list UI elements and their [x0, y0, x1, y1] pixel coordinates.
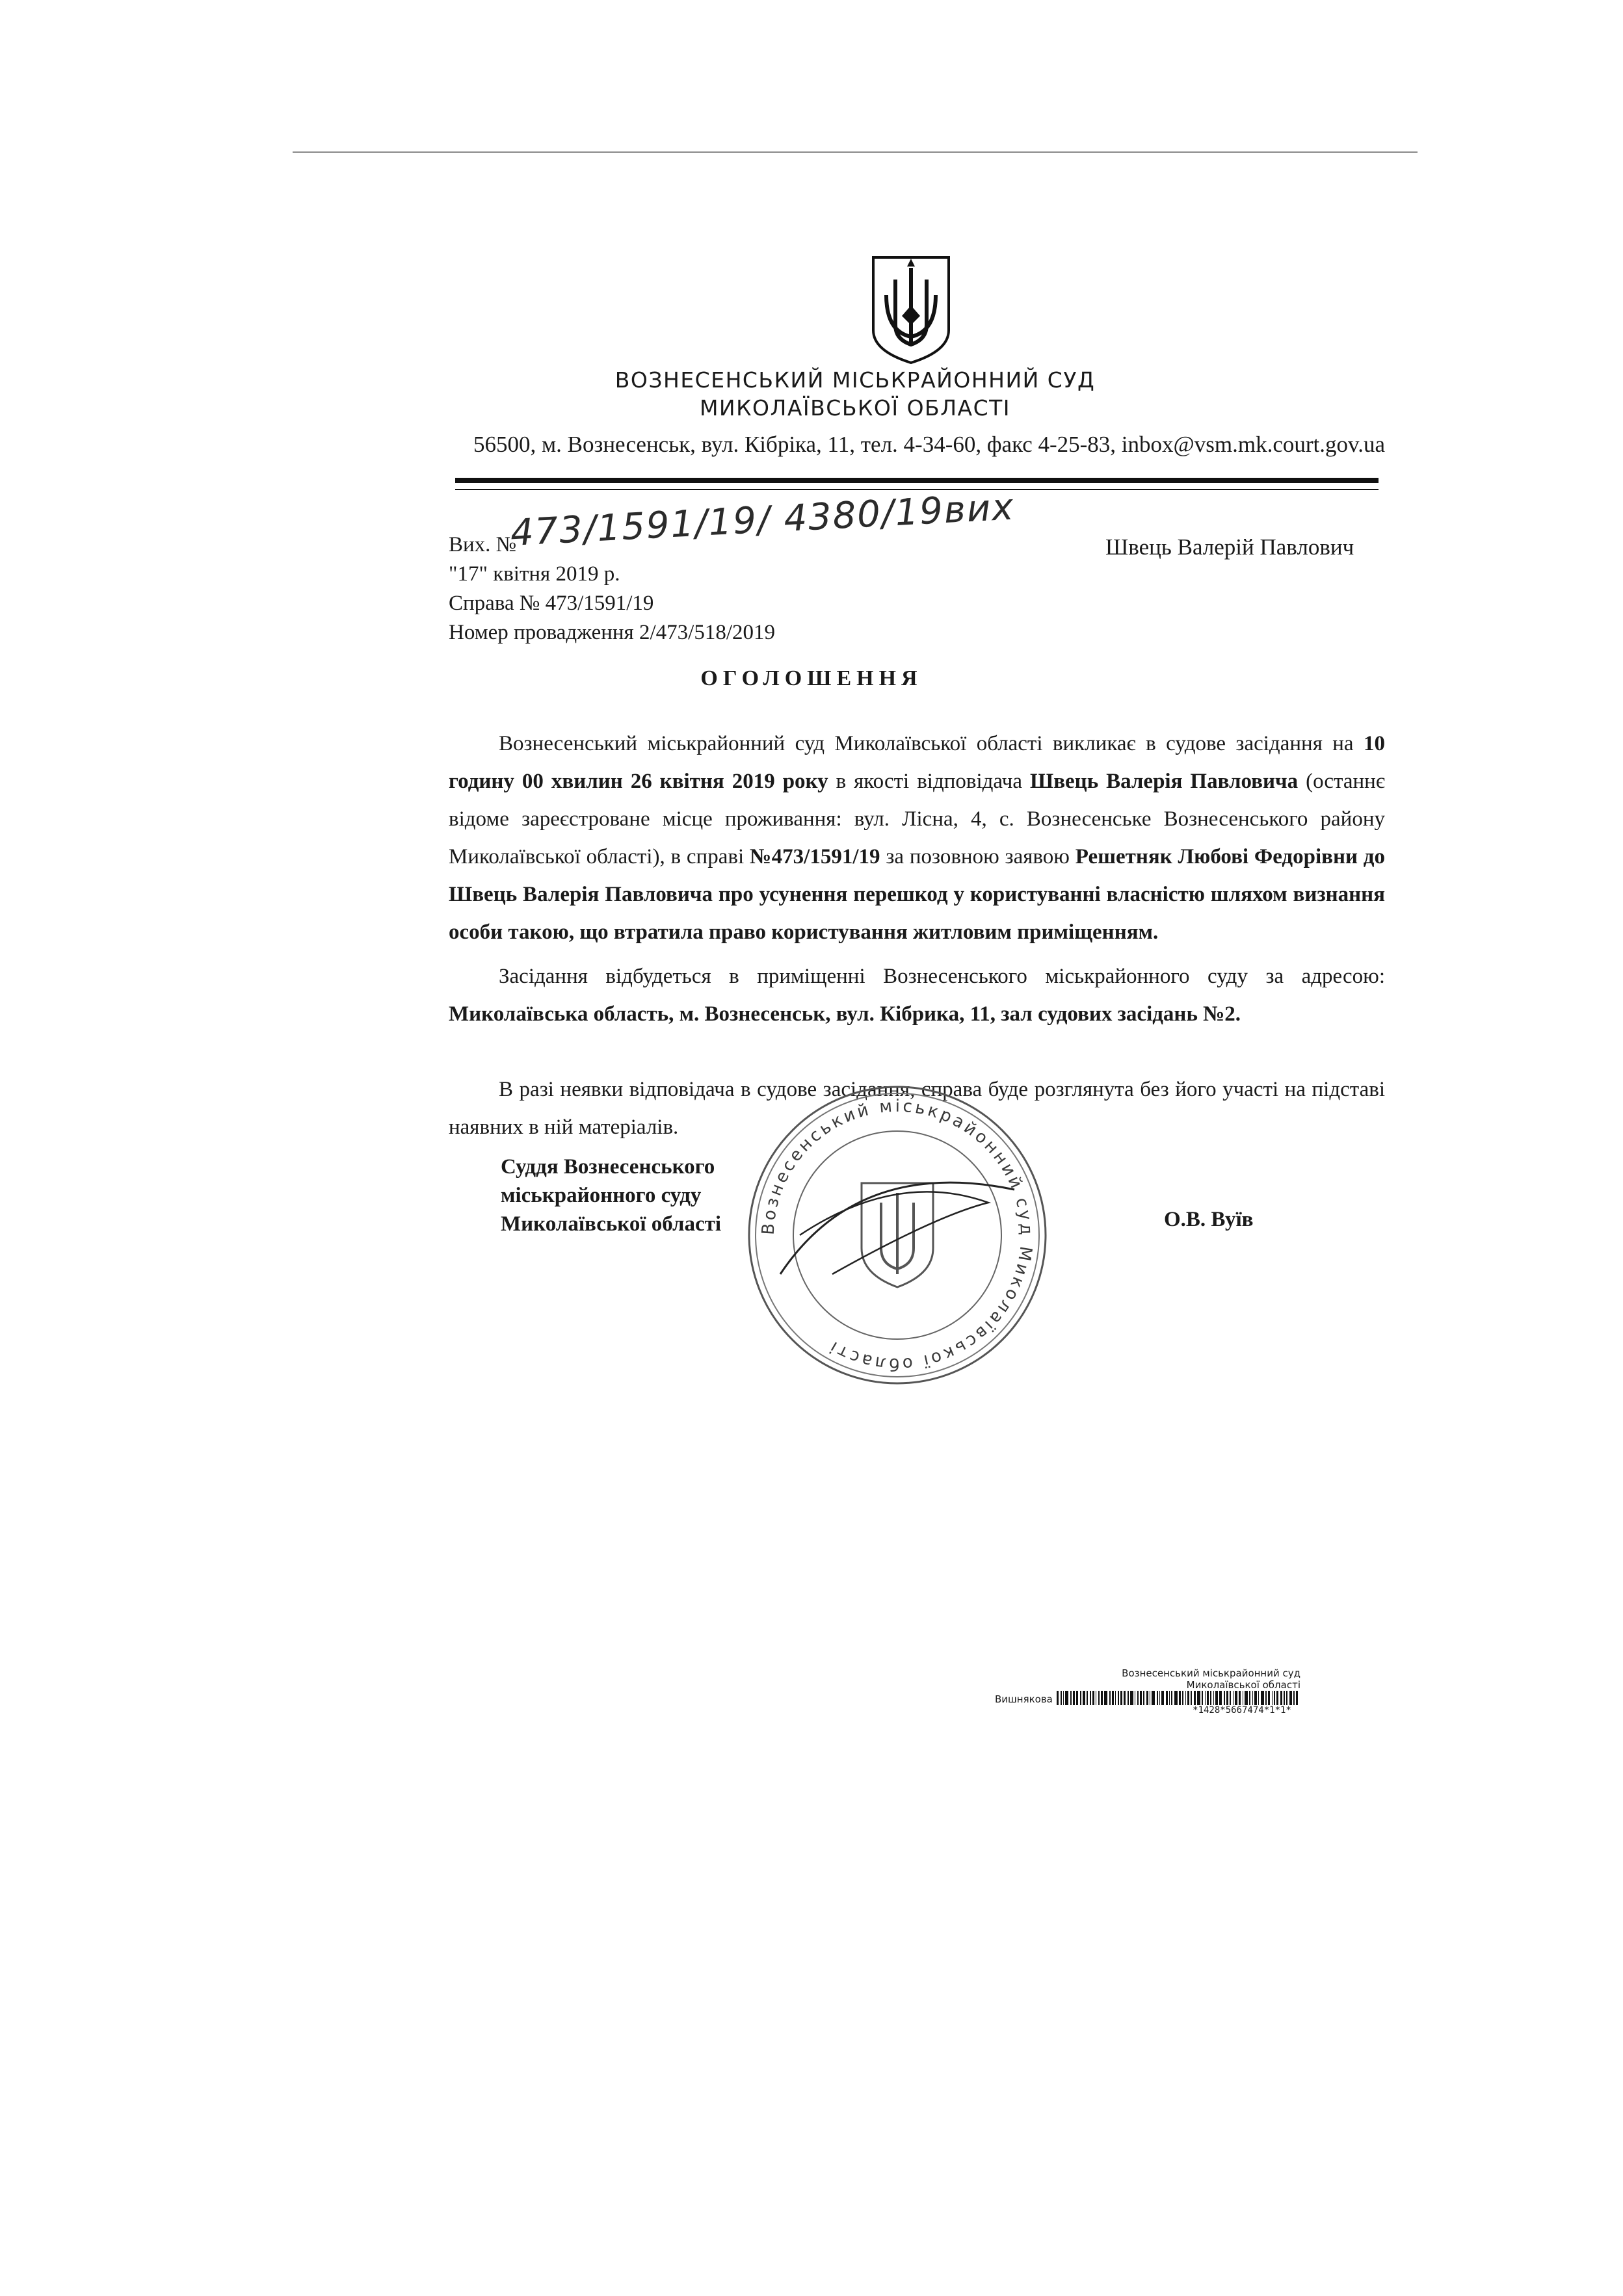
barcode-stripe	[1159, 1691, 1161, 1705]
defendant-name: Швець Валерія Павловича	[1029, 770, 1299, 793]
barcode-stripe	[1286, 1691, 1287, 1705]
official-stamp	[741, 1079, 1053, 1391]
barcode-stripe	[1272, 1691, 1273, 1705]
barcode-stripe	[1213, 1691, 1215, 1705]
recipient-name: Швець Валерій Павлович	[1105, 534, 1354, 560]
barcode-stripe	[1135, 1691, 1136, 1705]
case-ref: №473/1591/19	[749, 845, 880, 868]
barcode-stripe	[1280, 1691, 1282, 1705]
barcode-stripe	[1096, 1691, 1097, 1705]
barcode-stripe	[1109, 1691, 1111, 1705]
barcode-stripe	[1152, 1691, 1155, 1705]
barcode-stripe	[1087, 1691, 1088, 1705]
barcode-stripe	[1140, 1691, 1142, 1705]
barcode-stripe	[1115, 1691, 1116, 1705]
signature-line-3: Миколаївської області	[501, 1212, 722, 1236]
barcode-stripe	[1076, 1691, 1078, 1705]
barcode-stripe	[1249, 1691, 1250, 1705]
outgoing-number-handwritten: 473/1591/19/ 4380/19вих	[509, 486, 1016, 554]
announcement-paragraph-1	[449, 725, 1385, 951]
p2-text-a: Засідання відбудеться в приміщенні Вознесенського міськрайонного суду за адресою:	[499, 965, 1385, 988]
barcode-stripe	[1092, 1691, 1094, 1705]
barcode-stripe	[1150, 1691, 1151, 1705]
barcode-bars	[1057, 1691, 1300, 1705]
barcode-stripe	[1202, 1691, 1203, 1705]
barcode-stripe	[1276, 1691, 1278, 1705]
barcode-court-line-1: Вознесенський міськрайонний суд	[1122, 1667, 1300, 1679]
barcode-stripe	[1230, 1691, 1231, 1705]
barcode-stripe	[1070, 1691, 1072, 1705]
barcode-stripe	[1065, 1691, 1068, 1705]
announcement-paragraph-3: В разі неявки відповідача в судове засідання, справа буде розглянута без його участі на підставі наявних в ній матеріалів.	[449, 1078, 1385, 1139]
barcode-stripe	[1185, 1691, 1187, 1705]
barcode-stripe	[1233, 1691, 1234, 1705]
barcode-stripe	[1171, 1691, 1172, 1705]
stamp-text: Вознесенський міськрайонний суд Миколаївської області	[758, 1096, 1036, 1374]
proceeding-number: Номер провадження 2/473/518/2019	[449, 621, 775, 644]
barcode-stripe	[1194, 1691, 1196, 1705]
barcode-stripe	[1219, 1691, 1222, 1705]
barcode-stripe	[1120, 1691, 1122, 1705]
barcode-stripe	[1245, 1691, 1248, 1705]
claim-description: Решетняк Любові Федорівни до Швець Валерія Павловича про усунення перешкод у користуванні власністю шляхом визнання особи такою, що втратила право користування житловим приміщенням.	[449, 845, 1386, 944]
barcode-stripe	[1215, 1691, 1217, 1705]
barcode-stripe	[1197, 1691, 1200, 1705]
header-rule-thin	[455, 489, 1379, 490]
barcode-stripe	[1169, 1691, 1170, 1705]
barcode-stripe	[1182, 1691, 1183, 1705]
barcode-stripe	[1274, 1691, 1275, 1705]
hearing-address: Миколаївська область, м. Вознесенськ, вул. Кібрика, 11, зал судових засідань №2.	[449, 1002, 1241, 1026]
barcode-stripe	[1284, 1691, 1285, 1705]
case-number: Справа № 473/1591/19	[449, 592, 654, 615]
barcode-stripe	[1057, 1691, 1059, 1705]
announcement-paragraph-2	[449, 958, 1385, 1033]
barcode-stripe	[1296, 1691, 1298, 1705]
barcode-stripe	[1161, 1691, 1163, 1705]
outgoing-number-label: Вих. №	[449, 533, 517, 556]
barcode-sticker	[995, 1667, 1385, 1715]
barcode-stripe	[1137, 1691, 1139, 1705]
barcode-stripe	[1187, 1691, 1189, 1705]
barcode-stripe	[1252, 1691, 1254, 1705]
barcode-stripe	[1235, 1691, 1237, 1705]
barcode-stripe	[1239, 1691, 1241, 1705]
barcode-stripe	[1258, 1691, 1260, 1705]
barcode-stripe	[1205, 1691, 1206, 1705]
barcode-stripe	[1130, 1691, 1133, 1705]
barcode-court-line-2: Миколаївської області	[1186, 1679, 1300, 1691]
signature-line-2: міськрайонного суду	[501, 1184, 702, 1207]
barcode-stripe	[1157, 1691, 1158, 1705]
barcode-stripe	[1166, 1691, 1168, 1705]
barcode-stripe	[1073, 1691, 1075, 1705]
p1-text-c: в якості відповідача	[828, 770, 1030, 793]
barcode-stripe	[1090, 1691, 1091, 1705]
p1-text-a: Вознесенський міськрайонний суд Миколаївської області викликає в судове засідання на	[499, 732, 1364, 755]
coat-of-arms-icon	[869, 254, 953, 365]
barcode-stripe	[1098, 1691, 1100, 1705]
barcode-stripe	[1118, 1691, 1119, 1705]
barcode-stripe	[1174, 1691, 1178, 1705]
barcode-stripe	[1146, 1691, 1148, 1705]
barcode-stripe	[1061, 1691, 1062, 1705]
barcode-stripe	[1243, 1691, 1244, 1705]
court-name-line1: ВОЗНЕСЕНСЬКИЙ МІСЬКРАЙОННИЙ СУД	[614, 367, 1096, 393]
barcode-stripe	[1265, 1691, 1267, 1705]
p1-text-e: (останнє відоме зареєстроване місце проживання: вул. Лісна, 4, с. Вознесенське Вознесенського району Миколаївської області), в справі	[449, 770, 1385, 868]
barcode-stripe	[1080, 1691, 1081, 1705]
barcode-stripe	[1124, 1691, 1126, 1705]
barcode-stripe	[1207, 1691, 1209, 1705]
barcode-stripe	[1210, 1691, 1211, 1705]
barcode-stripe	[1261, 1691, 1264, 1705]
hearing-time: 10 годину 00 хвилин 26 квітня 2019 року	[449, 732, 1385, 793]
p1-text-g: за позовною заявою	[880, 845, 1075, 868]
barcode-stripe	[1254, 1691, 1256, 1705]
signature-line-1: Суддя Вознесенського	[501, 1155, 715, 1179]
barcode-stripe	[1128, 1691, 1129, 1705]
top-divider	[293, 151, 1418, 153]
announcement-title: ОГОЛОШЕННЯ	[700, 666, 923, 690]
barcode-clerk-name: Вишнякова	[995, 1693, 1053, 1705]
letter-date: "17" квітня 2019 р.	[449, 562, 620, 586]
barcode-stripe	[1143, 1691, 1144, 1705]
barcode-stripe	[1226, 1691, 1228, 1705]
barcode-stripe	[1083, 1691, 1086, 1705]
barcode-stripe	[1191, 1691, 1192, 1705]
barcode-stripe	[1268, 1691, 1270, 1705]
header-rule-thick	[455, 478, 1379, 483]
barcode-stripe	[1224, 1691, 1225, 1705]
barcode-stripe	[1063, 1691, 1064, 1705]
judge-name: О.В. Вуїв	[1164, 1208, 1254, 1231]
barcode-number: *1428*5667474*1*1*	[1193, 1705, 1291, 1715]
barcode-stripe	[1289, 1691, 1293, 1705]
court-address: 56500, м. Вознесенськ, вул. Кібріка, 11, тел. 4-34-60, факс 4-25-83, inbox@vsm.mk.court.gov.ua	[473, 432, 1385, 457]
barcode-stripe	[1104, 1691, 1107, 1705]
barcode-stripe	[1293, 1691, 1295, 1705]
signature-block	[501, 1153, 721, 1238]
barcode-stripe	[1179, 1691, 1181, 1705]
barcode-stripe	[1101, 1691, 1103, 1705]
barcode-stripe	[1112, 1691, 1114, 1705]
court-name-line2: МИКОЛАЇВСЬКОЇ ОБЛАСТІ	[699, 395, 1011, 421]
